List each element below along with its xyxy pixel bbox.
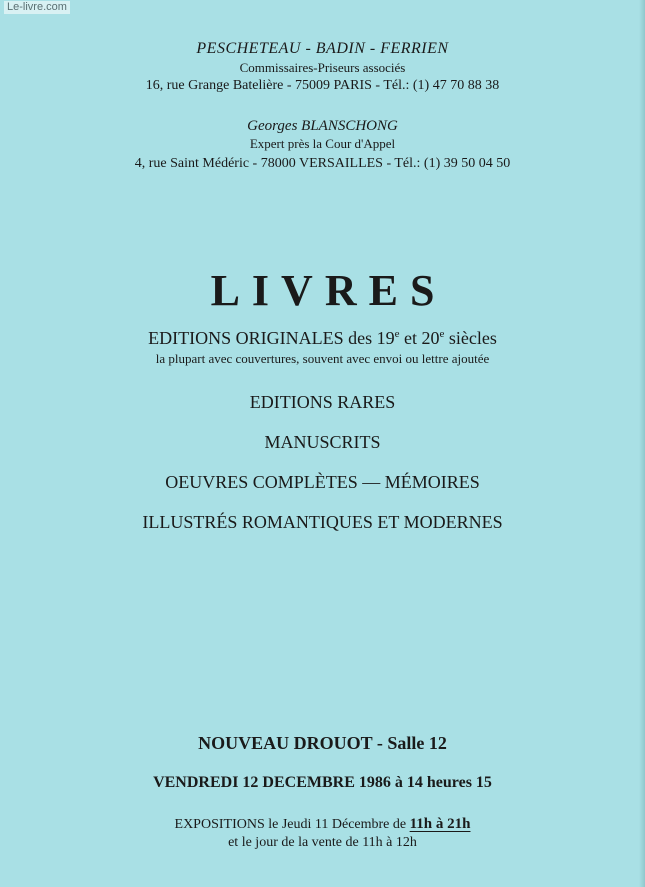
editions-prefix: EDITIONS ORIGINALES des 19 bbox=[148, 328, 395, 348]
category-item: OEUVRES COMPLÈTES — MÉMOIRES bbox=[165, 472, 480, 492]
exhibition-prefix: EXPOSITIONS le Jeudi 11 Décembre de bbox=[174, 817, 410, 832]
category-item: ILLUSTRÉS ROMANTIQUES ET MODERNES bbox=[142, 512, 503, 532]
site-watermark: Le-livre.com bbox=[4, 1, 70, 14]
editions-note: la plupart avec couvertures, souvent avec envoi ou lettre ajoutée bbox=[155, 351, 490, 366]
expert-name: Georges BLANSCHONG bbox=[247, 118, 398, 134]
editions-heading bbox=[0, 328, 645, 349]
category-item: EDITIONS RARES bbox=[249, 392, 396, 412]
exhibition-hours: 11h à 21h bbox=[409, 816, 471, 832]
editions-sup-2: e bbox=[439, 328, 445, 340]
editions-suffix: siècles bbox=[444, 328, 497, 348]
editions-sup-1: e bbox=[394, 328, 400, 340]
auctioneer-role: Commissaires-Priseurs associés bbox=[239, 60, 406, 75]
editions-middle: et 20 bbox=[399, 328, 440, 348]
category-item: MANUSCRITS bbox=[264, 432, 381, 452]
auctioneer-firm: PESCHETEAU - BADIN - FERRIEN bbox=[196, 40, 449, 57]
expert-address: 4, rue Saint Médéric - 78000 VERSAILLES - Tél.: (1) 39 50 04 50 bbox=[134, 156, 511, 171]
auctioneer-address: 16, rue Grange Batelière - 75009 PARIS - Tél.: (1) 47 70 88 38 bbox=[145, 78, 500, 93]
exhibition-line-2: et le jour de la vente de 11h à 12h bbox=[228, 835, 417, 850]
expert-role: Expert près la Cour d'Appel bbox=[249, 136, 396, 151]
catalogue-title: LIVRES bbox=[210, 266, 447, 315]
exhibition-line-1 bbox=[0, 816, 645, 833]
sale-date: VENDREDI 12 DECEMBRE 1986 à 14 heures 15 bbox=[153, 774, 492, 791]
sale-venue: NOUVEAU DROUOT - Salle 12 bbox=[198, 733, 447, 753]
